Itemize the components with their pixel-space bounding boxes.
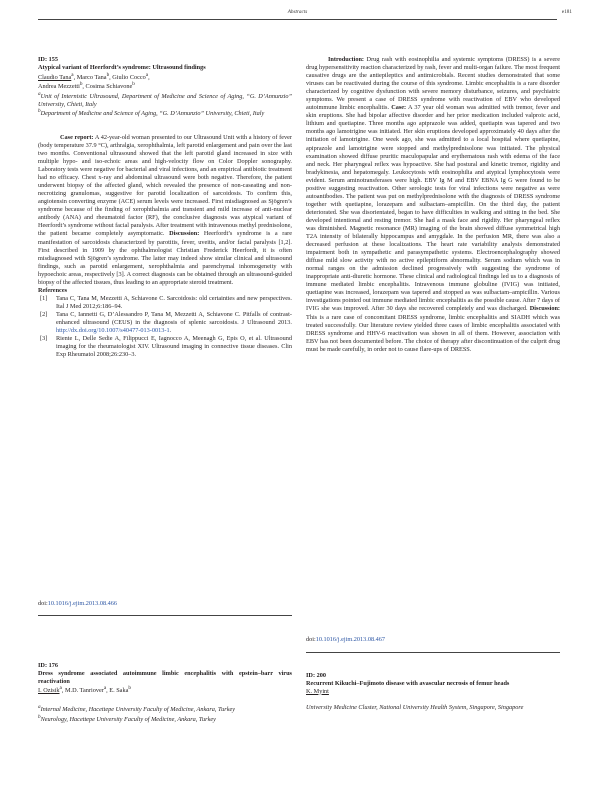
section-label: Discussion: — [169, 230, 200, 238]
affiliation-marker: b — [106, 71, 110, 78]
abstract-title: Recurrent Kikuchi–Fujimoto disease with avascular necrosis of femur heads — [306, 680, 510, 688]
author-name: , Giulio Cocco — [109, 73, 146, 81]
author-name: , Marco Tana — [73, 73, 107, 81]
author-list — [306, 688, 560, 696]
author-name: I. Ozisik — [38, 687, 60, 695]
section-rule — [306, 652, 560, 653]
doi-line — [306, 636, 385, 643]
discussion-text: Heerfordt’s syndrome is a rare manifestation of sarcoidosis characterized by parotitis, fever, uveitis, and/or facial paralysis [1,2]. First described in 1909 by the ophthalmologist Christian Frederick Heerfordt, it is often misdiagnosed with Sjögren’s syndrome. The latter may indeed show similar clinical and ultrasound findings, such as parotid enlargement, xerophthalmia and parenchymal inhomogeneity with hypoechoic areas, respectively [3]. A correct diagnosis can be obtained through an ultrasound-guided biopsy of the affected tissues, thus leading to an appropriate steroid treatment. — [38, 230, 293, 286]
author-list — [38, 685, 292, 695]
author-name: , M.D. Tanriover — [61, 687, 104, 695]
affiliation-marker: a — [71, 71, 74, 78]
affiliation-marker: b — [79, 81, 83, 88]
page-number: e181 — [561, 9, 572, 15]
reference-item — [38, 311, 292, 335]
reference-number: [3] — [40, 335, 48, 343]
abstract-id: ID: 176 — [38, 662, 58, 669]
reference-doi-link[interactable]: http://dx.doi.org/10.1007/s40477-013-0013-1 — [56, 327, 170, 335]
affiliation-marker: a — [145, 71, 149, 78]
doi-label: doi: — [306, 636, 316, 643]
section-label: Discussion: — [529, 305, 560, 313]
affiliation-marker: a — [103, 685, 107, 692]
reference-text: Riente L, Delle Sedie A, Filippucci E, Iagnocco A, Meenagh G, Epis O, et al. Ultrasound imaging for the rheumatologist XIV. Ultrasound imaging in connective tissue diseases. Clin Exp Rheumatol 2008;26:230–3. — [56, 335, 292, 359]
doi-line — [38, 600, 117, 607]
reference-text: . — [169, 327, 172, 335]
affiliation-text: Internal Medicine, Hacettepe University Faculty of Medicine, Ankara, Turkey — [40, 705, 236, 713]
references-heading: References — [38, 286, 68, 294]
affiliation-b — [38, 108, 292, 118]
abstract-id: ID: 155 — [38, 56, 58, 63]
affiliation-marker: b — [132, 81, 135, 88]
author-list — [38, 72, 292, 91]
section-label: Case report: — [60, 133, 94, 141]
discussion-text: This is a rare case of concomitant DRESS syndrome, limbic encephalitis and SIADH which was treated successfully. Our literature review yielded three cases of limbic encephalitis associated with DRESS syndrome and HHV-6 reactivation was shown in all of them. However, association with EBV has not been documented before. The choice of therapy after discontinuation of the culprit drug must be made carefully, in order not to cause flare-ups of DRESS. — [306, 313, 560, 353]
affiliation-text: Neurology, Hacettepe University Faculty of Medicine, Ankara, Turkey — [40, 715, 216, 723]
affiliation-text: Department of Medicine and Science of Aging, “G. D’Annunzio” University, Chieti, Italy — [40, 110, 265, 118]
abstract-176 — [38, 662, 292, 723]
section-label: Introduction: — [328, 56, 365, 63]
affiliation-a — [38, 91, 292, 108]
author-name: Claudio Tana — [38, 73, 72, 81]
affiliation-marker: a — [59, 685, 62, 692]
reference-item — [38, 295, 292, 311]
affiliation-marker: b — [38, 713, 41, 720]
affiliation: University Medicine Cluster, National University Health System, Singapore, Singapore — [306, 704, 524, 712]
doi-link[interactable]: 10.1016/j.ejim.2013.08.467 — [315, 636, 386, 643]
header-rule — [38, 19, 557, 20]
doi-label: doi: — [38, 600, 48, 607]
reference-number: [2] — [40, 310, 48, 318]
author-name: , Cosima Schiavone — [82, 83, 133, 91]
running-header-journal: Abstracts — [287, 9, 308, 15]
section-rule — [38, 615, 292, 616]
affiliation-text: Unit of Internistic Ultrasound, Department of Medicine and Science of Aging, “G. D’Annunzio” University, Chieti, Italy — [38, 93, 292, 108]
affiliation-marker: a — [38, 703, 41, 710]
abstract-155 — [38, 56, 292, 359]
doi-link[interactable]: 10.1016/j.ejim.2013.08.466 — [47, 600, 118, 607]
abstract-200 — [306, 672, 560, 712]
author-name: Andrea Mezzetti — [38, 83, 80, 91]
abstract-body — [38, 134, 292, 287]
introduction-text: Drug rash with eosinophilia and systemic symptoms (DRESS) is a severe drug hypersensitivity reaction characterized by rash, fever and multi-organ failure. The most frequent causative drugs are the antiepileptics and antimicrobials. Recent studies demonstrated that some viruses can be reactivated during the course of this syndrome. Limbic encephalitis is a rare disorder characterized by cognitive dysfunction with severe memory disturbance, seizures, and psychiatric symptoms. We present a case of DRESS syndrome with reactivation of EBV who developed autoimmune limbic encephalitis. — [306, 56, 560, 112]
reference-text: Tana C, Iannetti G, D’Alessandro P, Tana M, Mezzetti A, Schiavone C. Pitfalls of contrast-enhanced ultrasound (CEUS) in the diagnosis of splenic sarcoidosis. J Ultrasound 2013. — [56, 310, 292, 326]
case-text: A 37 year old woman was admitted with tremor, fever and skin eruptions. She had bipolar affective disorder and her prior medication included valproic acid, lithium and quetiapine. Three months ago apiprazole was added, quetiapin was tapered and two months ago lamotrigine was initiated. Her skin eruptions developed approximately 40 days after the initiation of lamotrigine. One week ago, she was admitted to a local hospital where quetiapine, apiprazole and lamotrigine were stopped and methylprednisolone was initiated. The physical examination showed diffuse pruritic maculopapular and erythematous rash with edema of the face and neck. Her pharyngeal reflex was hypoactive. She had postural and kinetic tremor, rigidity and bradykinesia, and hepatomegaly. Leukocytosis with eosinophilia and atypical lymphocytosis were evident. Serum aminotransferases were high. EBV Ig M and EBV EBNA Ig G were found to be positive suggesting reactivation. Other serologic tests for viral infections were negative as were autoantibodies. The patient was put on methylprednisolone with the diagnosis of DRESS syndrome together with quetiapine, lorazepam and sulbactam–ampicillin. On the third day, the patient deteriorated. She was disorientated, began to have difficulties in walking and sitting in the bed. She developed intentional and resting tremor. She had a mask face and rigidity. Her pharyngeal reflex was diminished. Magnetic resonance (MR) imaging of the brain showed diffuse symmetrical high T2A intensity of bilaterally hippocampus and amygdale. In the perfusion MR, there was also a decreased perfusion at these localizations. The heart rate variability analysis demonstrated impairment both in sympathetic and parasympathetic systems. Electroencephalography showed diffuse mild slow activity with no active epileptiform abnormality. Serum sodium which was in normal ranges on the admission declined progressively with suggesting the syndrome of inappropriate anti-diuretic hormone. These clinical and radiological findings led us to a diagnosis of immune mediated limbic encephalitis. Intravenous immune globuline (IVIG) was initiated, quetiapine was increased, lorazepam was tapered and stopped as was sulbactam–ampicillin. Various investigations pointed out immune mediated limbic encephalitis as the possible cause. After 7 days of IVIG she was improved. After 30 days she recovered completely and was discharged. — [306, 104, 560, 313]
reference-item — [38, 335, 292, 359]
affiliation-a — [38, 704, 292, 714]
abstract-176-continued — [306, 56, 560, 354]
reference-list — [38, 295, 292, 359]
abstract-id: ID: 200 — [306, 672, 326, 679]
author-separator: , — [148, 73, 150, 81]
reference-number: [1] — [40, 294, 48, 302]
affiliation-marker: b — [38, 108, 41, 115]
reference-text: Tana C, Tana M, Mezzetti A, Schiavone C. Sarcoidosis: old certainties and new perspectives. Ital J Med 2012;6:186–94. — [56, 294, 292, 310]
author-name: K. Myint — [306, 687, 329, 695]
affiliation-marker: a — [38, 90, 41, 97]
affiliation-b — [38, 714, 292, 724]
author-name: , E. Saka — [106, 687, 129, 695]
affiliation-marker: b — [128, 685, 131, 692]
abstract-body — [306, 56, 560, 354]
section-label: Case: — [391, 104, 407, 112]
abstract-title: Dress syndrome associated autoimmune limbic encephalitis with epstein–barr virus reactivation — [38, 670, 292, 685]
abstract-title: Atypical variant of Heerfordt’s syndrome: Ultrasound findings — [38, 64, 206, 72]
case-report-text: A 42-year-old woman presented to our Ultrasound Unit with a history of fever (body temperature 37.9 °C), arthralgia, xerophthalmia, left parotid enlargement and pain over the last two months. Conventional ultrasound showed that the left parotid gland increased in size with multiple hypo- and iso-echoic areas and high-velocity flow on Color Doppler sonography. Laboratory tests were negative for bacterial and viral infections, and an empirical antibiotic treatment had no efficacy. Chest x-ray and abdominal ultrasound were both negative. Therefore, the patient underwent biopsy of the affected gland, which revealed the presence of non-caseating and non-necrotizing granulomas, suggestive for parotid localization of sarcoidosis. To confirm this, angiotensin converting enzyme (ACE) serum levels were increased. First misdiagnosed as Sjögren’s syndrome because of the finding of xerophthalmia and transient and mild increase of anti-nuclear antibody (ANA) and rheumatoid factor (RF), the conclusive diagnosis was atypical variant of Heerfordt’s syndrome without facial paralysis. After treatment with intravenous methyl prednisolone, the patient became completely asymptomatic. — [38, 133, 292, 238]
